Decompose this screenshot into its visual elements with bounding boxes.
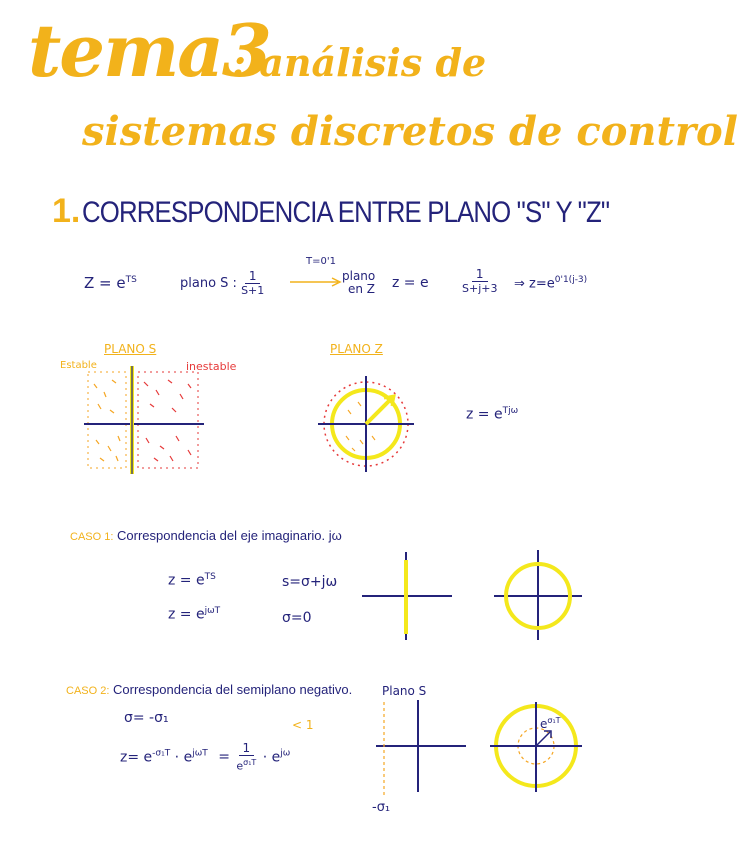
plano-z-diagram — [318, 376, 414, 472]
caso1-eq3: s=σ+jω — [282, 574, 338, 590]
caso1-s-plane — [362, 552, 452, 640]
arrow-label: T=0'1 — [306, 256, 336, 267]
z-expression: $z = e^{Tj\omega}$ — [466, 406, 519, 423]
plano-s-title: PLANO S — [104, 342, 157, 356]
caso2-z-plane — [490, 702, 582, 792]
caso2-s-plane — [376, 700, 466, 796]
caso1-z-plane — [494, 550, 582, 640]
mapping-arrow — [290, 278, 340, 286]
estable-label: Estable — [60, 360, 97, 371]
caso2-eq1: σ= -σ₁ — [124, 710, 169, 726]
section-title: CORRESPONDENCIA ENTRE PLANO "S" Y "Z" — [82, 196, 610, 229]
caso2-eq2: $z= e^{-\sigma_1T} \cdot e^{j\omega T}$ = $\frac{1}{e^{\sigma_1T}}$ · $e^{j\omega}$ — [120, 741, 291, 773]
caso1-eq1: $z = e^{TS}$ — [168, 572, 216, 589]
caso1-eq4: σ=0 — [282, 610, 312, 626]
z-equals-e: z = e — [392, 275, 429, 291]
title-sistemas: sistemas discretos de control — [82, 108, 738, 155]
fraction-2: $\frac{1}{S+j+3}$ — [462, 267, 498, 295]
neg-sigma-label: -σ₁ — [372, 800, 391, 815]
title-tema3: tema3 — [28, 8, 270, 93]
lt-one: < 1 — [292, 718, 314, 732]
plano-s-diagram — [84, 366, 204, 474]
circle-radius-label: $e^{\sigma_1T}$ — [540, 716, 561, 731]
title-analisis: : análisis de — [232, 40, 487, 85]
caso1-heading: CASO 1: Correspondencia del eje imaginario. jω — [70, 528, 342, 543]
caso2-heading: CASO 2: Correspondencia del semiplano negativo. — [66, 682, 353, 697]
plano-z-title: PLANO Z — [330, 342, 383, 356]
plano-s-caso2: Plano S — [382, 684, 427, 698]
plano-s-expression: plano S : $\frac{1}{S+1}$ — [180, 269, 265, 297]
result-expression: ⇒ $z=e^{0'1(j-3)}$ — [514, 275, 588, 292]
section-number: 1. — [52, 192, 81, 230]
inestable-label: inestable — [186, 360, 237, 373]
caso1-eq2: $z = e^{j\omega T}$ — [168, 606, 221, 623]
plano-en-z: plano en Z — [342, 269, 376, 296]
z-definition: $Z = e^{TS}$ — [84, 274, 137, 292]
